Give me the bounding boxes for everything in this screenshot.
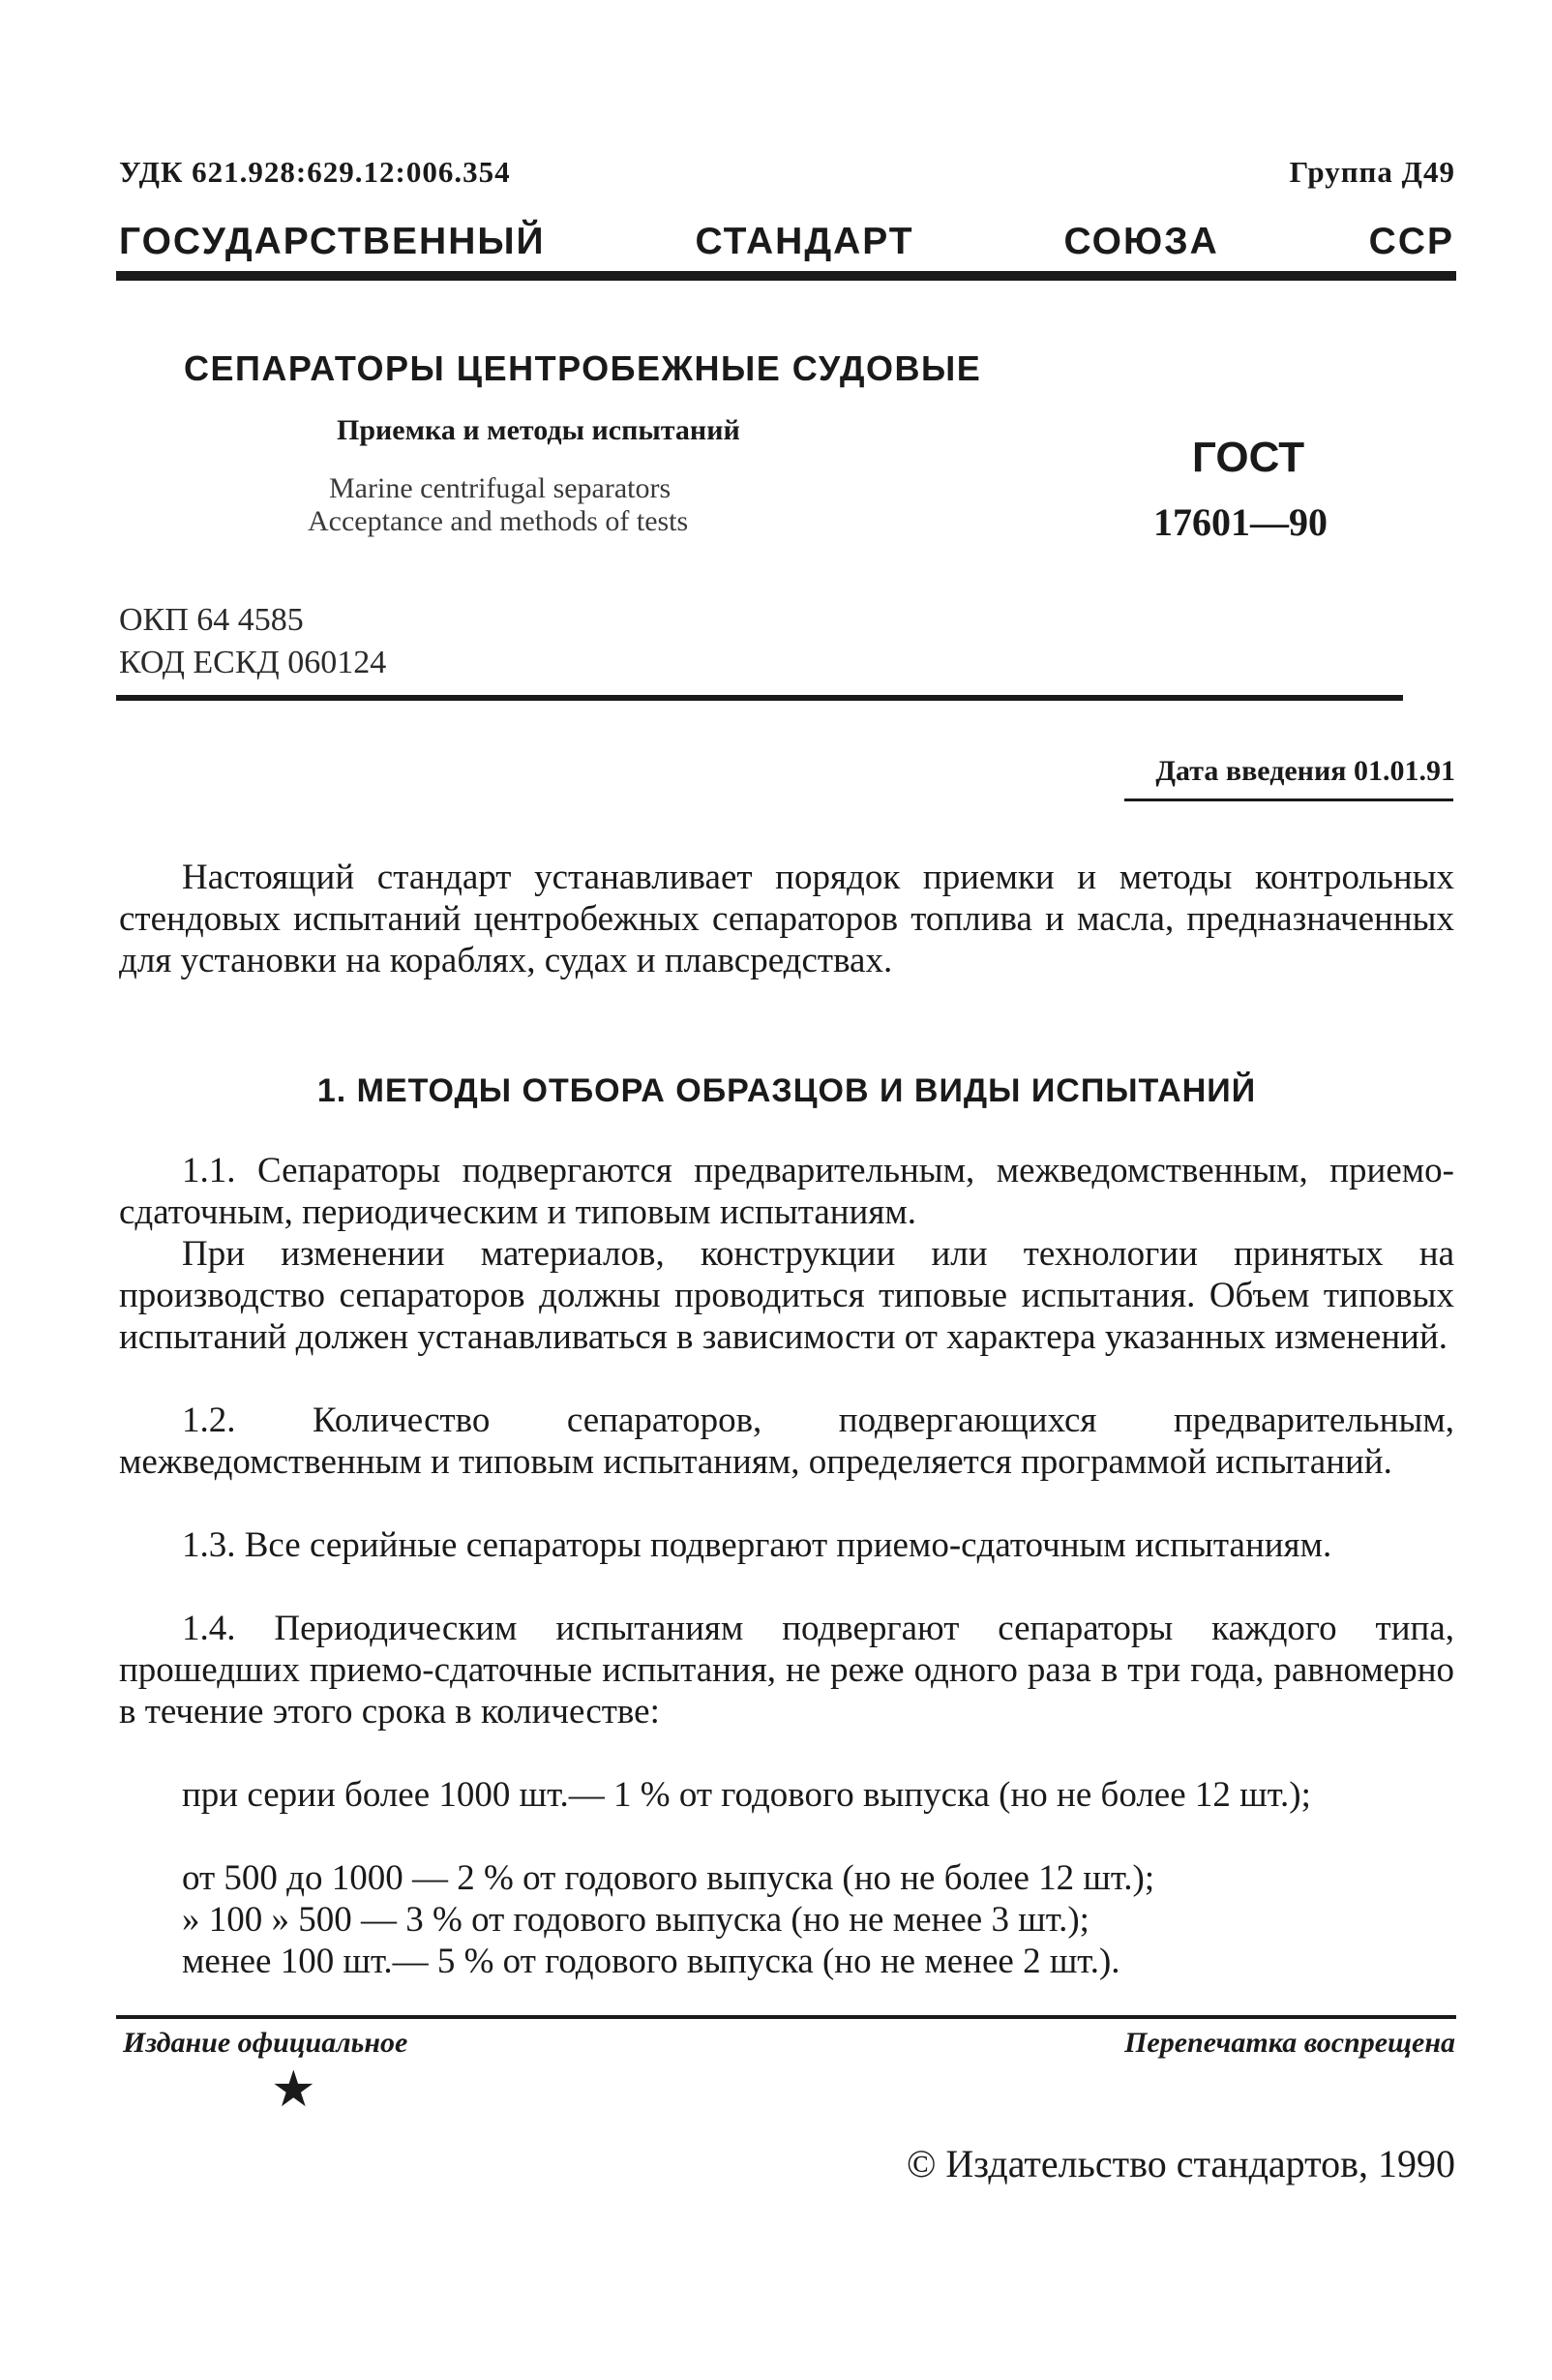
official-edition-label: Издание официальное [123,2027,408,2059]
intro-paragraph: Настоящий стандарт устанавливает порядок приемки и методы контрольных стендовых испытаний центробежных сепараторов топлива и масла, предназначенных для установки на кораблях, судах и плавсредствах. [119,858,1454,980]
english-title-line-1: Marine centrifugal separators [329,472,672,504]
codes-divider [116,695,1403,701]
document-subtitle: Приемка и методы испытаний [337,414,740,446]
group-code: Группа Д49 [1289,155,1455,189]
gost-number: 17601—90 [1153,500,1328,544]
clause-1-4-item-3: » 100 » 500 — 3 % от годового выпуска (но не менее 3 шт.); [182,1900,1089,1940]
introduction-date: Дата введения 01.01.91 [1155,755,1455,787]
header-divider [116,271,1456,281]
clause-1-4-item-4: менее 100 шт.— 5 % от годового выпуска (но не менее 2 шт.). [182,1942,1120,1981]
footer-divider [116,2015,1456,2019]
okp-code: ОКП 64 4585 [119,602,304,638]
clause-1-4: 1.4. Периодическим испытаниям подвергают сепараторы каждого типа, прошедших приемо-сдаточные испытания, не реже одного раза в три года, равномерно в течение этого срока в количестве: [119,1609,1454,1732]
section-heading: 1. МЕТОДЫ ОТБОРА ОБРАЗЦОВ И ВИДЫ ИСПЫТАНИЙ [316,1072,1257,1109]
clause-1-4-item-1: при серии более 1000 шт.— 1 % от годового выпуска (но не более 12 шт.); [182,1775,1311,1815]
clause-1-1: 1.1. Сепараторы подвергаются предварительным, межведомственным, приемо-сдаточным, периодическим и типовым испытаниям. [119,1151,1454,1232]
date-underline [1124,798,1453,801]
copyright-notice: © Издательство стандартов, 1990 [906,2142,1455,2185]
reprint-prohibited-label: Перепечатка воспрещена [1124,2027,1455,2059]
udk-code: УДК 621.928:629.12:006.354 [119,155,511,189]
clause-1-4-item-2: от 500 до 1000 — 2 % от годового выпуска (но не более 12 шт.); [182,1858,1155,1898]
english-title-line-2: Acceptance and methods of tests [308,505,689,537]
clause-1-2: 1.2. Количество сепараторов, подвергающихся предварительным, межведомственным и типовым испытаниям, определяется программой испытаний. [119,1401,1454,1482]
document-title: СЕПАРАТОРЫ ЦЕНТРОБЕЖНЫЕ СУДОВЫЕ [184,348,982,388]
clause-1-1-continued: При изменении материалов, конструкции или технологии принятых на производство сепараторов должны проводиться типовые испытания. Объем типовых испытаний должен устанавливаться в зависимости от характера указанных изменений. [119,1234,1454,1357]
clause-1-3: 1.3. Все серийные сепараторы подвергают приемо-сдаточным испытаниям. [182,1525,1332,1565]
star-icon: ★ [271,2063,316,2118]
eskd-code: КОД ЕСКД 060124 [119,645,387,680]
gost-label: ГОСТ [1192,434,1305,481]
standard-banner: ГОСУДАРСТВЕННЫЙ СТАНДАРТ СОЮЗА ССР [119,221,1454,262]
